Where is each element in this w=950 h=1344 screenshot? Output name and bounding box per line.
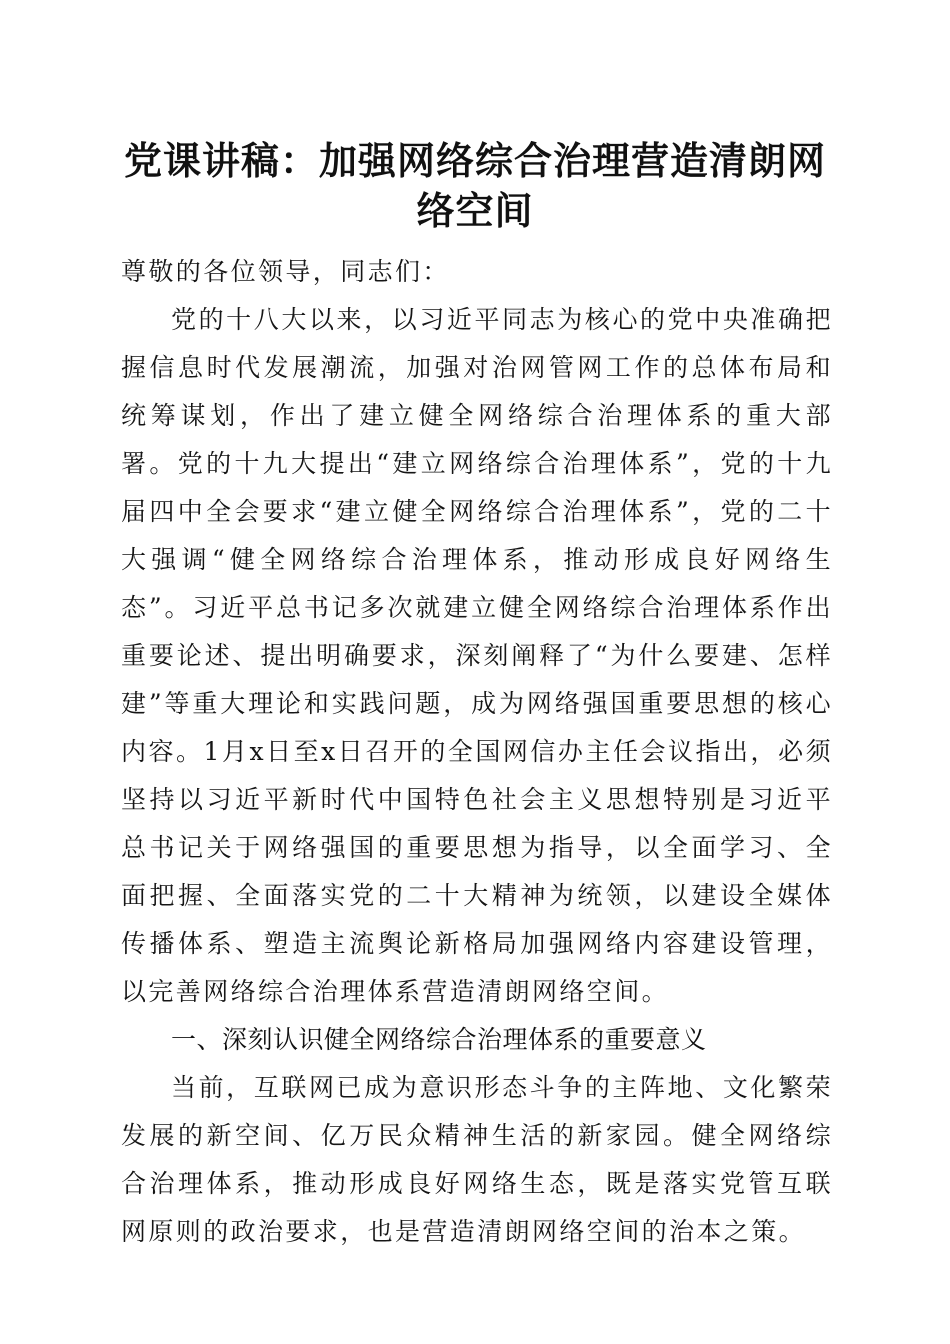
body-paragraph-1: 党的十八大以来，以习近平同志为核心的党中央准确把握信息时代发展潮流，加强对治网管网工作的总体布局和统筹谋划，作出了建立健全网络综合治理体系的重大部署。党的十九大提出“建立网络综合治理体系”，党的十九届四中全会要求“建立健全网络综合治理体系”，党的二十大强调“健全网络综合治理体系，推动形成良好网络生态”。习近平总书记多次就建立健全网络综合治理体系作出重要论述、提出明确要求，深刻阐释了“为什么要建、怎样建”等重大理论和实践问题，成为网络强国重要思想的核心内容。1月x日至x日召开的全国网信办主任会议指出，必须坚持以习近平新时代中国特色社会主义思想特别是习近平总书记关于网络强国的重要思想为指导，以全面学习、全面把握、全面落实党的二十大精神为统领，以建设全媒体传播体系、塑造主流舆论新格局加强网络内容建设管理，以完善网络综合治理体系营造清朗网络空间。: [121, 305, 833, 1006]
body-paragraph-2: 当前，互联网已成为意识形态斗争的主阵地、文化繁荣发展的新空间、亿万民众精神生活的新家园。健全网络综合治理体系，推动形成良好网络生态，既是落实党管互联网原则的政治要求，也是营造清朗网络空间的治本之策。: [121, 1073, 833, 1246]
document-title: 党课讲稿：加强网络综合治理营造清朗网络空间: [123, 139, 826, 233]
document-body: [121, 248, 833, 1256]
salutation: 尊敬的各位领导，同志们：: [121, 257, 450, 286]
section-heading-1: 一、深刻认识健全网络综合治理体系的重要意义: [171, 1025, 707, 1054]
